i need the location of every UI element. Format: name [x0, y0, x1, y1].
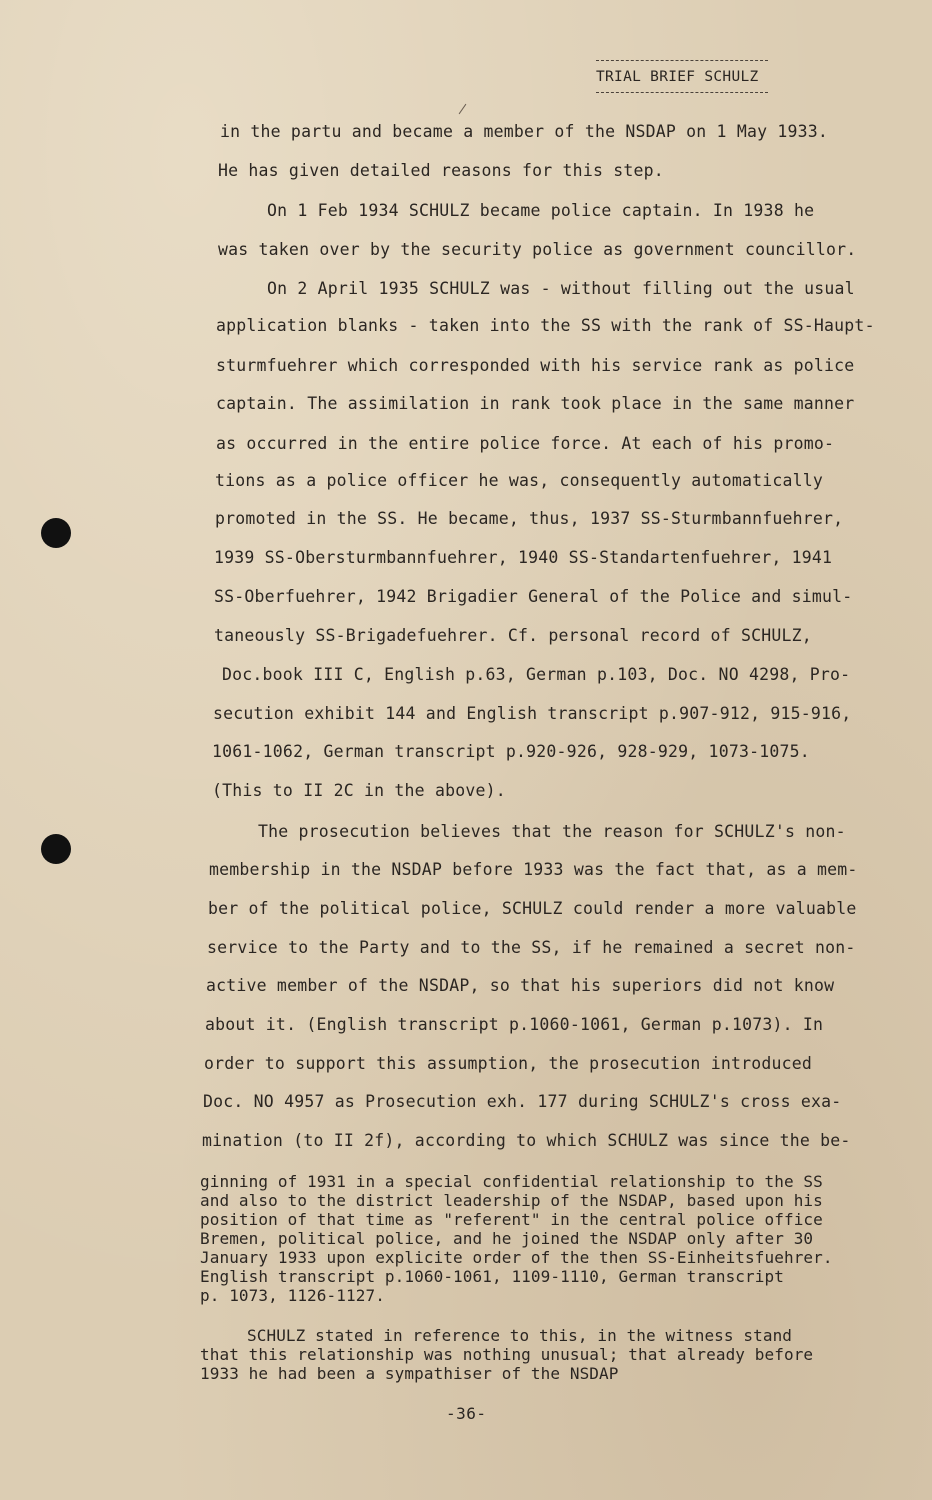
body-line: 1061-1062, German transcript p.920-926, 928-929, 1073-1075.	[212, 742, 810, 761]
body-line: He has given detailed reasons for this step.	[218, 161, 664, 180]
body-line: mination (to II 2f), according to which SCHULZ was since the be-	[202, 1131, 851, 1150]
closing-line: SCHULZ stated in reference to this, in the witness stand	[247, 1326, 793, 1345]
body-line: The prosecution believes that the reason for SCHULZ's non-	[258, 822, 846, 841]
body-line: ber of the political police, SCHULZ could render a more valuable	[208, 899, 857, 918]
body-line: SS-Oberfuehrer, 1942 Brigadier General of the Police and simul-	[214, 587, 853, 606]
header-bottom-rule	[596, 92, 768, 93]
body-line: captain. The assimilation in rank took place in the same manner	[216, 394, 855, 413]
quoted-line: English transcript p.1060-1061, 1109-1110, German transcript	[200, 1267, 784, 1286]
page-number: -36-	[446, 1404, 487, 1423]
body-line: tions as a police officer he was, consequently automatically	[215, 471, 824, 490]
body-line: On 1 Feb 1934 SCHULZ became police captain. In 1938 he	[267, 201, 815, 220]
body-line: was taken over by the security police as government councillor.	[218, 240, 857, 259]
body-line: secution exhibit 144 and English transcript p.907-912, 915-916,	[213, 704, 852, 723]
body-line: 1939 SS-Obersturmbannfuehrer, 1940 SS-Standartenfuehrer, 1941	[214, 548, 833, 567]
body-line: On 2 April 1935 SCHULZ was - without filling out the usual	[267, 279, 855, 298]
punch-hole-lower	[41, 834, 71, 864]
header-title: TRIAL BRIEF SCHULZ	[596, 69, 759, 85]
stray-pen-mark	[459, 104, 467, 114]
page-header	[596, 60, 768, 93]
body-line: Doc.book III C, English p.63, German p.103, Doc. NO 4298, Pro-	[222, 665, 851, 684]
body-line: Doc. NO 4957 as Prosecution exh. 177 during SCHULZ's cross exa-	[203, 1092, 842, 1111]
quoted-line: position of that time as "referent" in the central police office	[200, 1210, 823, 1229]
closing-line: 1933 he had been a sympathiser of the NSDAP	[200, 1364, 619, 1383]
body-line: application blanks - taken into the SS with the rank of SS-Haupt-	[216, 316, 875, 335]
header-top-rule	[596, 60, 768, 61]
body-line: (This to II 2C in the above).	[212, 781, 506, 800]
punch-hole-upper	[41, 518, 71, 548]
quoted-line: Bremen, political police, and he joined the NSDAP only after 30	[200, 1229, 814, 1248]
body-line: as occurred in the entire police force. At each of his promo-	[216, 434, 835, 453]
body-line: order to support this assumption, the prosecution introduced	[204, 1054, 813, 1073]
closing-line: that this relationship was nothing unusual; that already before	[200, 1345, 814, 1364]
body-line: promoted in the SS. He became, thus, 1937 SS-Sturmbannfuehrer,	[215, 509, 844, 528]
body-line: about it. (English transcript p.1060-1061, German p.1073). In	[205, 1015, 824, 1034]
quoted-line: ginning of 1931 in a special confidential relationship to the SS	[200, 1172, 823, 1191]
quoted-line: and also to the district leadership of the NSDAP, based upon his	[200, 1191, 823, 1210]
body-line: in the partu and became a member of the NSDAP on 1 May 1933.	[220, 122, 829, 141]
body-line: sturmfuehrer which corresponded with his service rank as police	[216, 356, 855, 375]
quoted-line: p. 1073, 1126-1127.	[200, 1286, 385, 1305]
body-line: taneously SS-Brigadefuehrer. Cf. personal record of SCHULZ,	[214, 626, 812, 645]
body-line: service to the Party and to the SS, if he remained a secret non-	[207, 938, 856, 957]
body-line: active member of the NSDAP, so that his superiors did not know	[206, 976, 835, 995]
quoted-line: January 1933 upon explicite order of the then SS-Einheitsfuehrer.	[200, 1248, 833, 1267]
body-line: membership in the NSDAP before 1933 was the fact that, as a mem-	[209, 860, 858, 879]
